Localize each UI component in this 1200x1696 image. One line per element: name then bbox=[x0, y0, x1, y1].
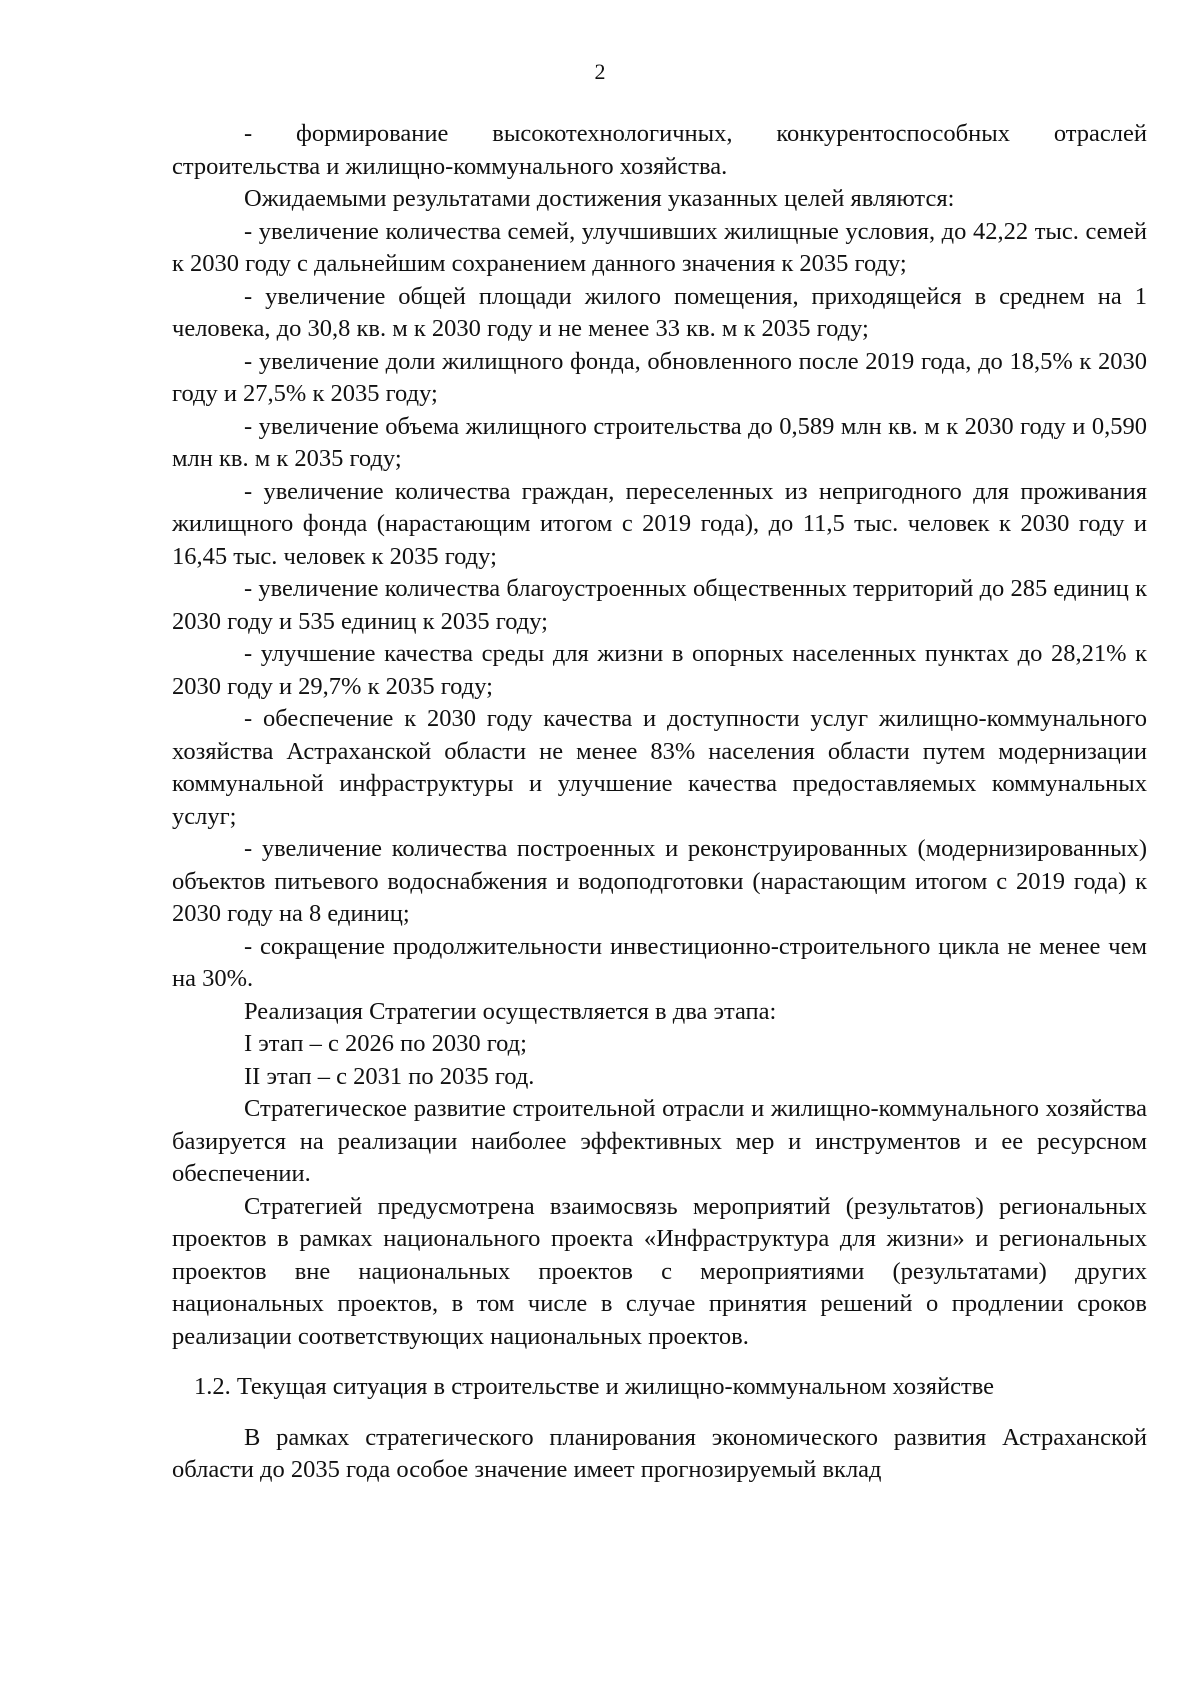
paragraph-living-environment: - улучшение качества среды для жизни в опорных населенных пунктах до 28,21% к 2030 году и 29,7% к 2035 году; bbox=[172, 640, 1147, 700]
paragraph-families-housing: - увеличение количества семей, улучшивших жилищные условия, до 42,22 тыс. семей к 2030 году с дальнейшим сохранением данного значения к 2035 году; bbox=[172, 217, 1147, 277]
paragraph-strategic-development: Стратегическое развитие строительной отрасли и жилищно-коммунального хозяйства базируется на реализации наиболее эффективных мер и инструментов и ее ресурсном обеспечении. bbox=[172, 1095, 1147, 1187]
paragraph-resettled-citizens: - увеличение количества граждан, переселенных из непригодного для проживания жилищного фонда (нарастающим итогом с 2019 года), до 11,5 тыс. человек к 2030 году и 16,45 тыс. человек к 2035 году; bbox=[172, 477, 1147, 570]
paragraph-strategic-planning: В рамках стратегического планирования экономического развития Астраханской области до 2035 года особое значение имеет прогнозируемый вклад bbox=[172, 1423, 1147, 1483]
paragraph-water-supply-objects: - увеличение количества построенных и реконструированных (модернизированных) объектов питьевого водоснабжения и водоподготовки (нарастающим итогом с 2019 года) к 2030 году на 8 единиц; bbox=[172, 835, 1147, 927]
paragraph-public-spaces: - увеличение количества благоустроенных общественных территорий до 285 единиц к 2030 году и 535 единиц к 2035 году; bbox=[172, 575, 1147, 635]
document-body bbox=[172, 118, 1147, 1487]
paragraph-stage-one: I этап – с 2026 по 2030 год; bbox=[244, 1030, 527, 1057]
paragraph-construction-cycle: - сокращение продолжительности инвестиционно-строительного цикла не менее чем на 30%. bbox=[172, 932, 1147, 992]
paragraph-utility-services: - обеспечение к 2030 году качества и доступности услуг жилищно-коммунального хозяйства Астраханской области не менее 83% населения области путем модернизации коммунальной инфраструктуры и улучшение качества предоставляемых коммунальных услуг; bbox=[172, 705, 1147, 830]
paragraph-expected-results-intro: Ожидаемыми результатами достижения указанных целей являются: bbox=[244, 185, 955, 212]
paragraph-living-area: - увеличение общей площади жилого помещения, приходящейся в среднем на 1 человека, до 30,8 кв. м к 2030 году и не менее 33 кв. м к 2035 году; bbox=[172, 282, 1147, 342]
paragraph-construction-volume: - увеличение объема жилищного строительства до 0,589 млн кв. м к 2030 году и 0,590 млн кв. м к 2035 году; bbox=[172, 412, 1147, 472]
section-heading: 1.2. Текущая ситуация в строительстве и жилищно-коммунальном хозяйстве bbox=[194, 1373, 995, 1400]
paragraph-goal-formation: - формирование высокотехнологичных, конкурентоспособных отраслей строительства и жилищно-коммунального хозяйства. bbox=[172, 120, 1147, 180]
page-number: 2 bbox=[594, 59, 606, 84]
paragraph-implementation-stages: Реализация Стратегии осуществляется в два этапа: bbox=[244, 997, 777, 1025]
paragraph-housing-renewal-share: - увеличение доли жилищного фонда, обновленного после 2019 года, до 18,5% к 2030 году и 27,5% к 2035 году; bbox=[172, 347, 1147, 407]
paragraph-national-projects-link: Стратегией предусмотрена взаимосвязь мероприятий (результатов) региональных проектов в рамках национального проекта «Инфраструктура для жизни» и региональных проектов вне национальных проектов с мероприятиями (результатами) других национальных проектов, в том числе в случае принятия решений о продлении сроков реализации соответствующих национальных проектов. bbox=[172, 1192, 1147, 1350]
paragraph-stage-two: II этап – с 2031 по 2035 год. bbox=[244, 1062, 535, 1090]
